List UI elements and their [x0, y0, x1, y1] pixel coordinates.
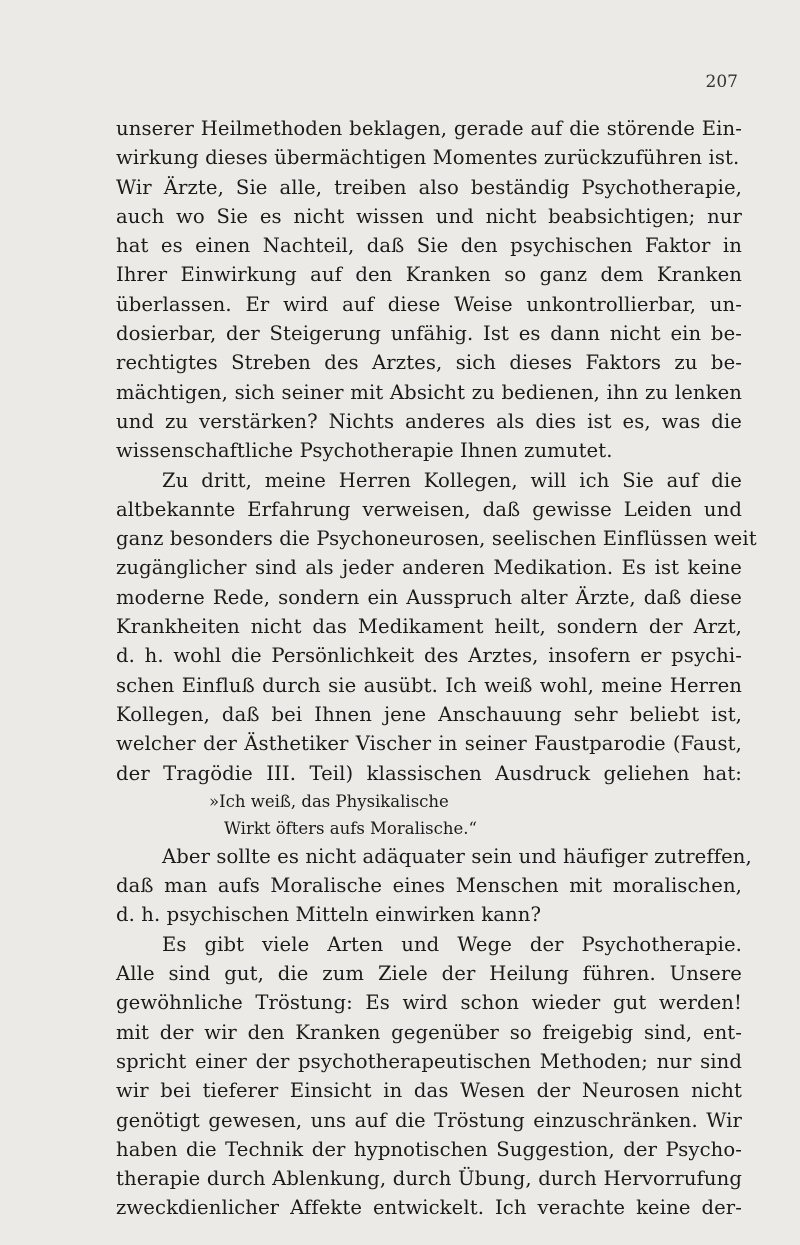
text-line: dosierbar, der Steigerung unfähig. Ist es dann nicht ein be- — [116, 322, 742, 346]
text-line: therapie durch Ablenkung, durch Übung, durch Hervorrufung — [116, 1167, 742, 1191]
text-line: der Tragödie III. Teil) klassischen Ausdruck geliehen hat: — [116, 761, 742, 785]
text-line: spricht einer der psychotherapeutischen Methoden; nur sind — [116, 1049, 742, 1073]
text-line: schen Einfluß durch sie ausübt. Ich weiß wohl, meine Herren — [116, 673, 742, 697]
text-line: Ihrer Einwirkung auf den Kranken so ganz dem Kranken — [116, 263, 742, 287]
text-line: welcher der Ästhetiker Vischer in seiner Faustparodie (Faust, — [116, 732, 742, 756]
page-number: 207 — [705, 72, 738, 92]
text-line: d. h. wohl die Persönlichkeit des Arztes, insofern er psychi- — [116, 644, 742, 668]
text-line: unserer Heilmethoden beklagen, gerade auf die störende Ein- — [116, 117, 742, 140]
text-line: hat es einen Nachteil, daß Sie den psychischen Faktor in — [116, 234, 742, 258]
text-line: genötigt gewesen, uns auf die Tröstung einzuschränken. Wir — [116, 1108, 742, 1132]
paragraph-group-2 — [116, 842, 752, 1223]
text-line: zugänglicher sind als jeder anderen Medikation. Es ist keine — [116, 556, 742, 580]
text-line: moderne Rede, sondern ein Ausspruch alter Ärzte, daß diese — [116, 585, 742, 609]
text-line: wissenschaftliche Psychotherapie Ihnen zumutet. — [116, 439, 613, 463]
text-line: haben die Technik der hypnotischen Suggestion, der Psycho- — [116, 1137, 742, 1161]
text-line: rechtigtes Streben des Arztes, sich dieses Faktors zu be- — [116, 351, 742, 375]
text-line: wirkung dieses übermächtigen Momentes zurückzuführen ist. — [116, 146, 740, 170]
text-line: Krankheiten nicht das Medikament heilt, sondern der Arzt, — [116, 615, 742, 639]
text-line: überlassen. Er wird auf diese Weise unkontrollierbar, un- — [116, 292, 742, 316]
text-line: und zu verstärken? Nichts anderes als dies ist es, was die — [116, 409, 742, 433]
quote-line: »Ich weiß, das Physikalische — [209, 791, 449, 811]
text-line: d. h. psychischen Mitteln einwirken kann? — [116, 903, 542, 927]
text-line: Zu dritt, meine Herren Kollegen, will ich Sie auf die — [162, 468, 742, 492]
text-line: zweckdienlicher Affekte entwickelt. Ich verachte keine der- — [116, 1196, 742, 1220]
text-line: mächtigen, sich seiner mit Absicht zu bedienen, ihn zu lenken — [116, 380, 742, 404]
text-line: Alle sind gut, die zum Ziele der Heilung führen. Unsere — [116, 962, 742, 986]
text-line: wir bei tieferer Einsicht in das Wesen der Neurosen nicht — [116, 1079, 742, 1103]
text-line: altbekannte Erfahrung verweisen, daß gewisse Leiden und — [116, 497, 742, 521]
quote-line: Wirkt öfters aufs Moralische.“ — [224, 818, 477, 838]
body-text — [116, 114, 757, 1223]
text-line: Wir Ärzte, Sie alle, treiben also beständig Psychotherapie, — [116, 175, 742, 199]
text-line: Kollegen, daß bei Ihnen jene Anschauung sehr beliebt ist, — [116, 702, 742, 726]
text-line: mit der wir den Kranken gegenüber so freigebig sind, ent- — [116, 1020, 742, 1044]
text-line: gewöhnliche Tröstung: Es wird schon wieder gut werden! — [116, 991, 742, 1015]
text-line: daß man aufs Moralische eines Menschen mit moralischen, — [116, 874, 742, 898]
text-line: auch wo Sie es nicht wissen und nicht beabsichtigen; nur — [116, 204, 742, 228]
text-line: Es gibt viele Arten und Wege der Psychotherapie. — [162, 932, 742, 956]
paragraph-group-1 — [116, 114, 757, 788]
verse-quote — [116, 788, 742, 842]
text-line: Aber sollte es nicht adäquater sein und häufiger zutreffen, — [162, 844, 752, 868]
text-line: ganz besonders die Psychoneurosen, seelischen Einflüssen weit — [116, 527, 757, 551]
